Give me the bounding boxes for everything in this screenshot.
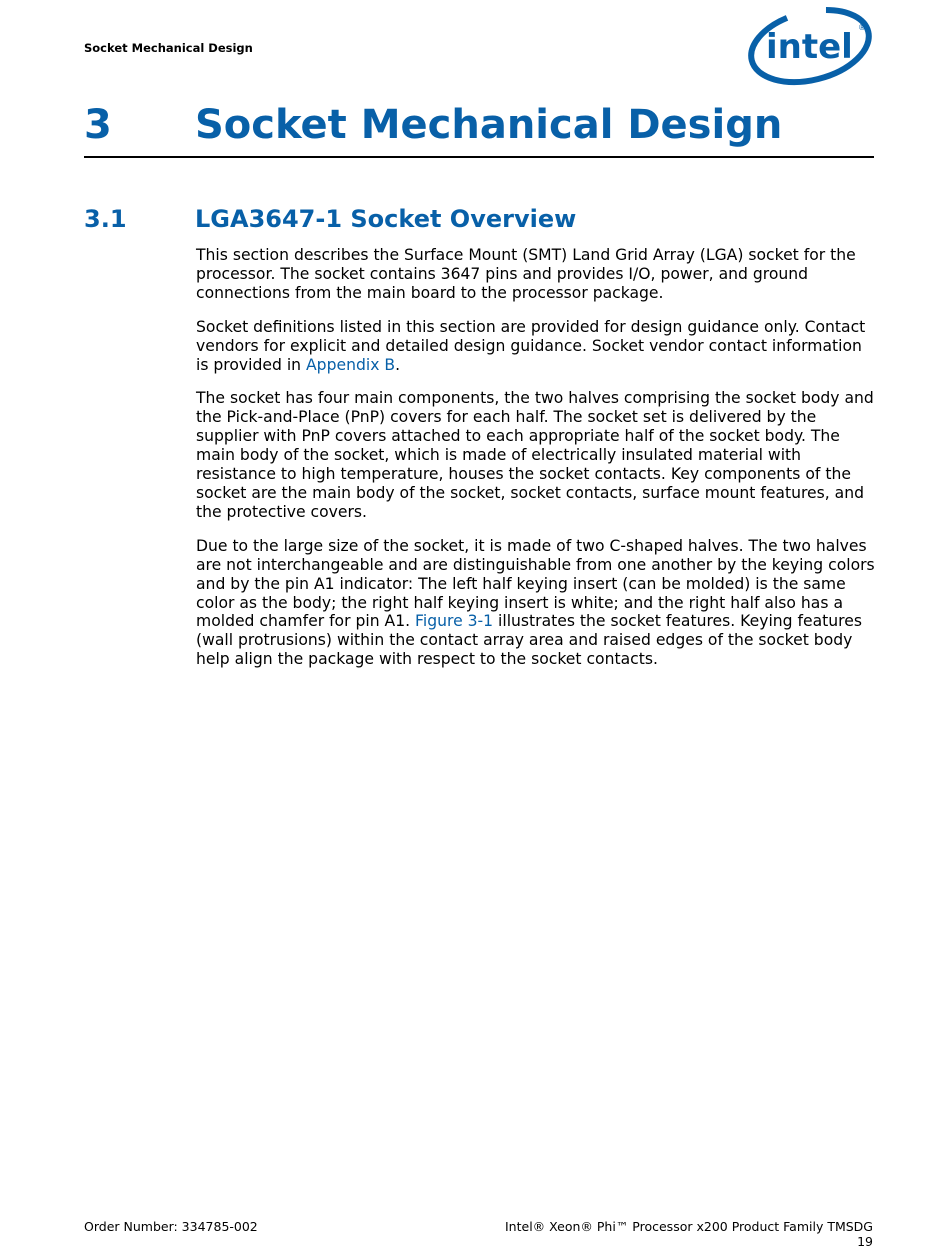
section-title: LGA3647-1 Socket Overview (195, 205, 577, 233)
paragraph-2-text: Socket definitions listed in this section are provided for design guidance only. Contact vendors for explicit and detailed design guidance. Socket vendor contact information is provided in (196, 317, 866, 374)
appendix-b-link[interactable]: Appendix B (306, 355, 396, 374)
running-header: Socket Mechanical Design (84, 41, 253, 55)
figure-3-1-link[interactable]: Figure 3-1 (415, 612, 494, 631)
paragraph-2-text-end: . (395, 355, 401, 374)
footer-doc-title: Intel® Xeon® Phi™ Processor x200 Product Family TMSDG (505, 1219, 873, 1234)
svg-text:intel: intel (766, 27, 853, 67)
chapter-heading (84, 100, 874, 158)
svg-text:®: ® (858, 23, 866, 32)
paragraph-2 (196, 318, 876, 375)
paragraph-4-text: Due to the large size of the socket, it is made of two C-shaped halves. The two halves are not interchangeable and are distinguishable from one another by the keying colors and by the pin A1 indicator: The left half keying insert (can be molded) is the same color as the body; the right half keying insert is white; and the right half also has a molded chamfer for pin A1. (196, 536, 875, 631)
chapter-number: 3 (84, 102, 112, 148)
paragraph-4 (196, 537, 876, 669)
chapter-title: Socket Mechanical Design (195, 102, 783, 148)
intel-logo-icon (746, 2, 876, 86)
paragraph-4-text-end: illustrates the socket features. Keying features (wall protrusions) within the contact array area and raised edges of the socket body help align the package with respect to the socket contacts. (196, 612, 862, 669)
section-number: 3.1 (84, 205, 127, 233)
footer-doc-info (505, 1219, 873, 1249)
page-number: 19 (857, 1234, 873, 1249)
paragraph-3: The socket has four main components, the two halves comprising the socket body and the Pick-and-Place (PnP) covers for each half. The socket set is delivered by the supplier with PnP covers attached to each appropriate half of the socket body. The main body of the socket, which is made of electrically insulated material with resistance to high temperature, houses the socket contacts. Key components of the socket are the main body of the socket, socket contacts, surface mount features, and the protective covers. (196, 389, 874, 521)
paragraph-1: This section describes the Surface Mount (SMT) Land Grid Array (LGA) socket for the processor. The socket contains 3647 pins and provides I/O, power, and ground connections from the main board to the processor package. (196, 246, 856, 302)
order-number: Order Number: 334785-002 (84, 1219, 258, 1234)
body-text (196, 246, 876, 684)
intel-logo (746, 2, 876, 86)
